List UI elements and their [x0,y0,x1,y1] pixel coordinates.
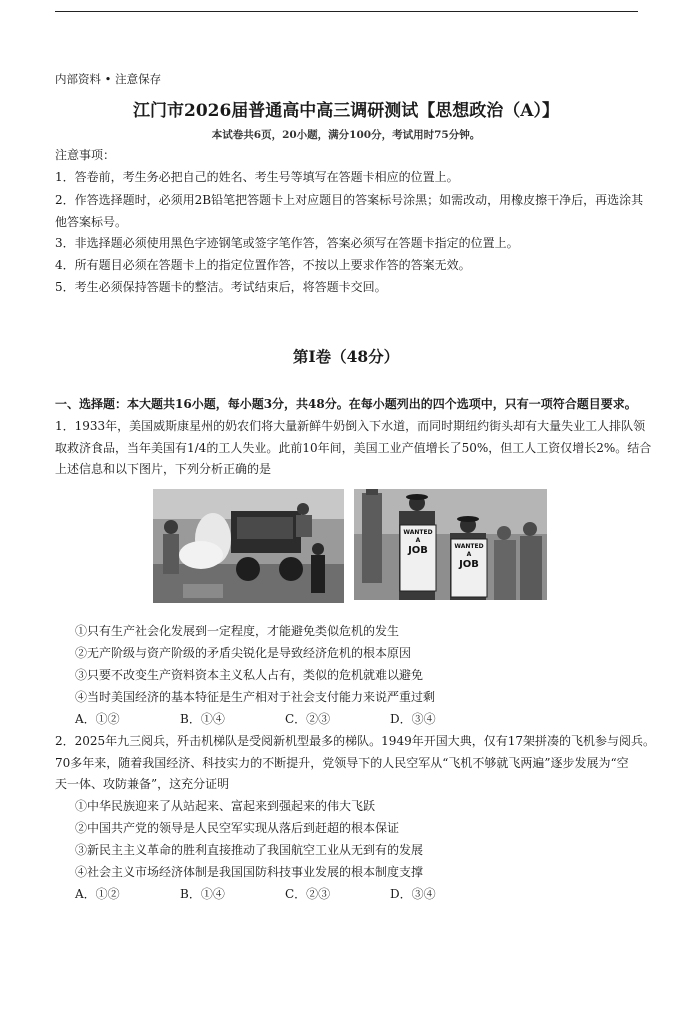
q1-option-c: C．②③ [285,712,331,726]
q1-option-d: D．③④ [390,712,436,726]
q2-option-a: A．①② [75,887,120,901]
q2-statement: ④社会主义市场经济体制是我国国防科技事业发展的根本制度支撑 [75,865,424,879]
q2-stem-line: 天一体、攻防兼备”，这充分证明 [55,777,230,791]
wanted-job-sign [451,543,487,571]
notice-item: 3．非选择题必须使用黑色字迹钢笔或签字笔作答，答案必须写在答题卡指定的位置上。 [55,236,519,250]
milk-dumping-photo [153,489,344,603]
sign-text: A [415,537,421,544]
q2-statement: ③新民主主义革命的胜利直接推动了我国航空工业从无到有的发展 [75,843,424,857]
q1-option-a: A．①② [75,712,120,726]
q1-stem-line: 1．1933年，美国威斯康星州的奶农们将大量新鲜牛奶倒入下水道，而同时期纽约街头却有大量失业工人排队领 [55,419,646,433]
sign-text: JOB [408,545,428,556]
section-title: 第Ⅰ卷（48分） [292,347,400,366]
q1-statement: ②无产阶级与资产阶级的矛盾尖锐化是导致经济危机的根本原因 [75,646,412,660]
q2-option-d: D．③④ [390,887,436,901]
q2-option-c: C．②③ [285,887,331,901]
confidential-label: 内部资料 • 注意保存 [55,72,162,86]
q1-statement: ③只要不改变生产资料资本主义私人占有，类似的危机就难以避免 [75,668,424,682]
q2-stem-line: 70多年来，随着我国经济、科技实力的不断提升，党领导下的人民空军从“飞机不够就飞两遍”逐步发展为“空 [55,756,629,770]
part-one-heading: 一、选择题：本大题共16小题，每小题3分，共48分。在每小题列出的四个选项中，只有一项符合题目要求。 [55,397,637,411]
sign-text: WANTED [403,529,433,536]
notice-heading: 注意事项： [55,148,116,162]
notice-item: 2．作答选择题时，必须用2B铅笔把答题卡上对应题目的答案标号涂黑；如需改动，用橡皮擦干净后，再选涂其 [55,193,644,207]
q1-stem-line: 上述信息和以下图片，下列分析正确的是 [55,462,272,476]
q1-statement: ①只有生产社会化发展到一定程度，才能避免类似危机的发生 [75,624,400,638]
notice-item: 1．答卷前，考生务必把自己的姓名、考生号等填写在答题卡相应的位置上。 [55,170,459,184]
q1-statement: ④当时美国经济的基本特征是生产相对于社会支付能力来说严重过剩 [75,690,436,704]
sign-text: A [466,551,472,558]
exam-title: 江门市2026届普通高中高三调研测试【思想政治（A）】 [132,101,559,121]
notice-item: 4．所有题目必须在答题卡上的指定位置作答，不按以上要求作答的答案无效。 [55,258,471,272]
q2-statement: ①中华民族迎来了从站起来、富起来到强起来的伟大飞跃 [75,799,376,813]
q1-stem-line: 取救济食品，当年美国有1/4的工人失业。此前10年间，美国工业产值增长了50%，但工人工资仅增长2%。结合 [55,441,652,455]
q1-option-b: B．①④ [180,712,225,726]
q2-statement: ②中国共产党的领导是人民空军实现从落后到赶超的根本保证 [75,821,400,835]
notice-item: 他答案标号。 [55,215,128,229]
exam-subtitle: 本试卷共6页，20小题，满分100分，考试用时75分钟。 [211,129,481,141]
sign-text: JOB [459,559,479,570]
q2-option-b: B．①④ [180,887,225,901]
q2-stem-line: 2．2025年九三阅兵，歼击机梯队是受阅新机型最多的梯队。1949年开国大典，仅有17架拼凑的飞机参与阅兵。 [55,734,655,748]
unemployed-workers-photo [354,489,547,600]
top-rule [55,11,638,12]
sign-text: WANTED [454,543,484,550]
notice-item: 5．考生必须保持答题卡的整洁。考试结束后，将答题卡交回。 [55,280,387,294]
wanted-job-sign [400,529,436,557]
